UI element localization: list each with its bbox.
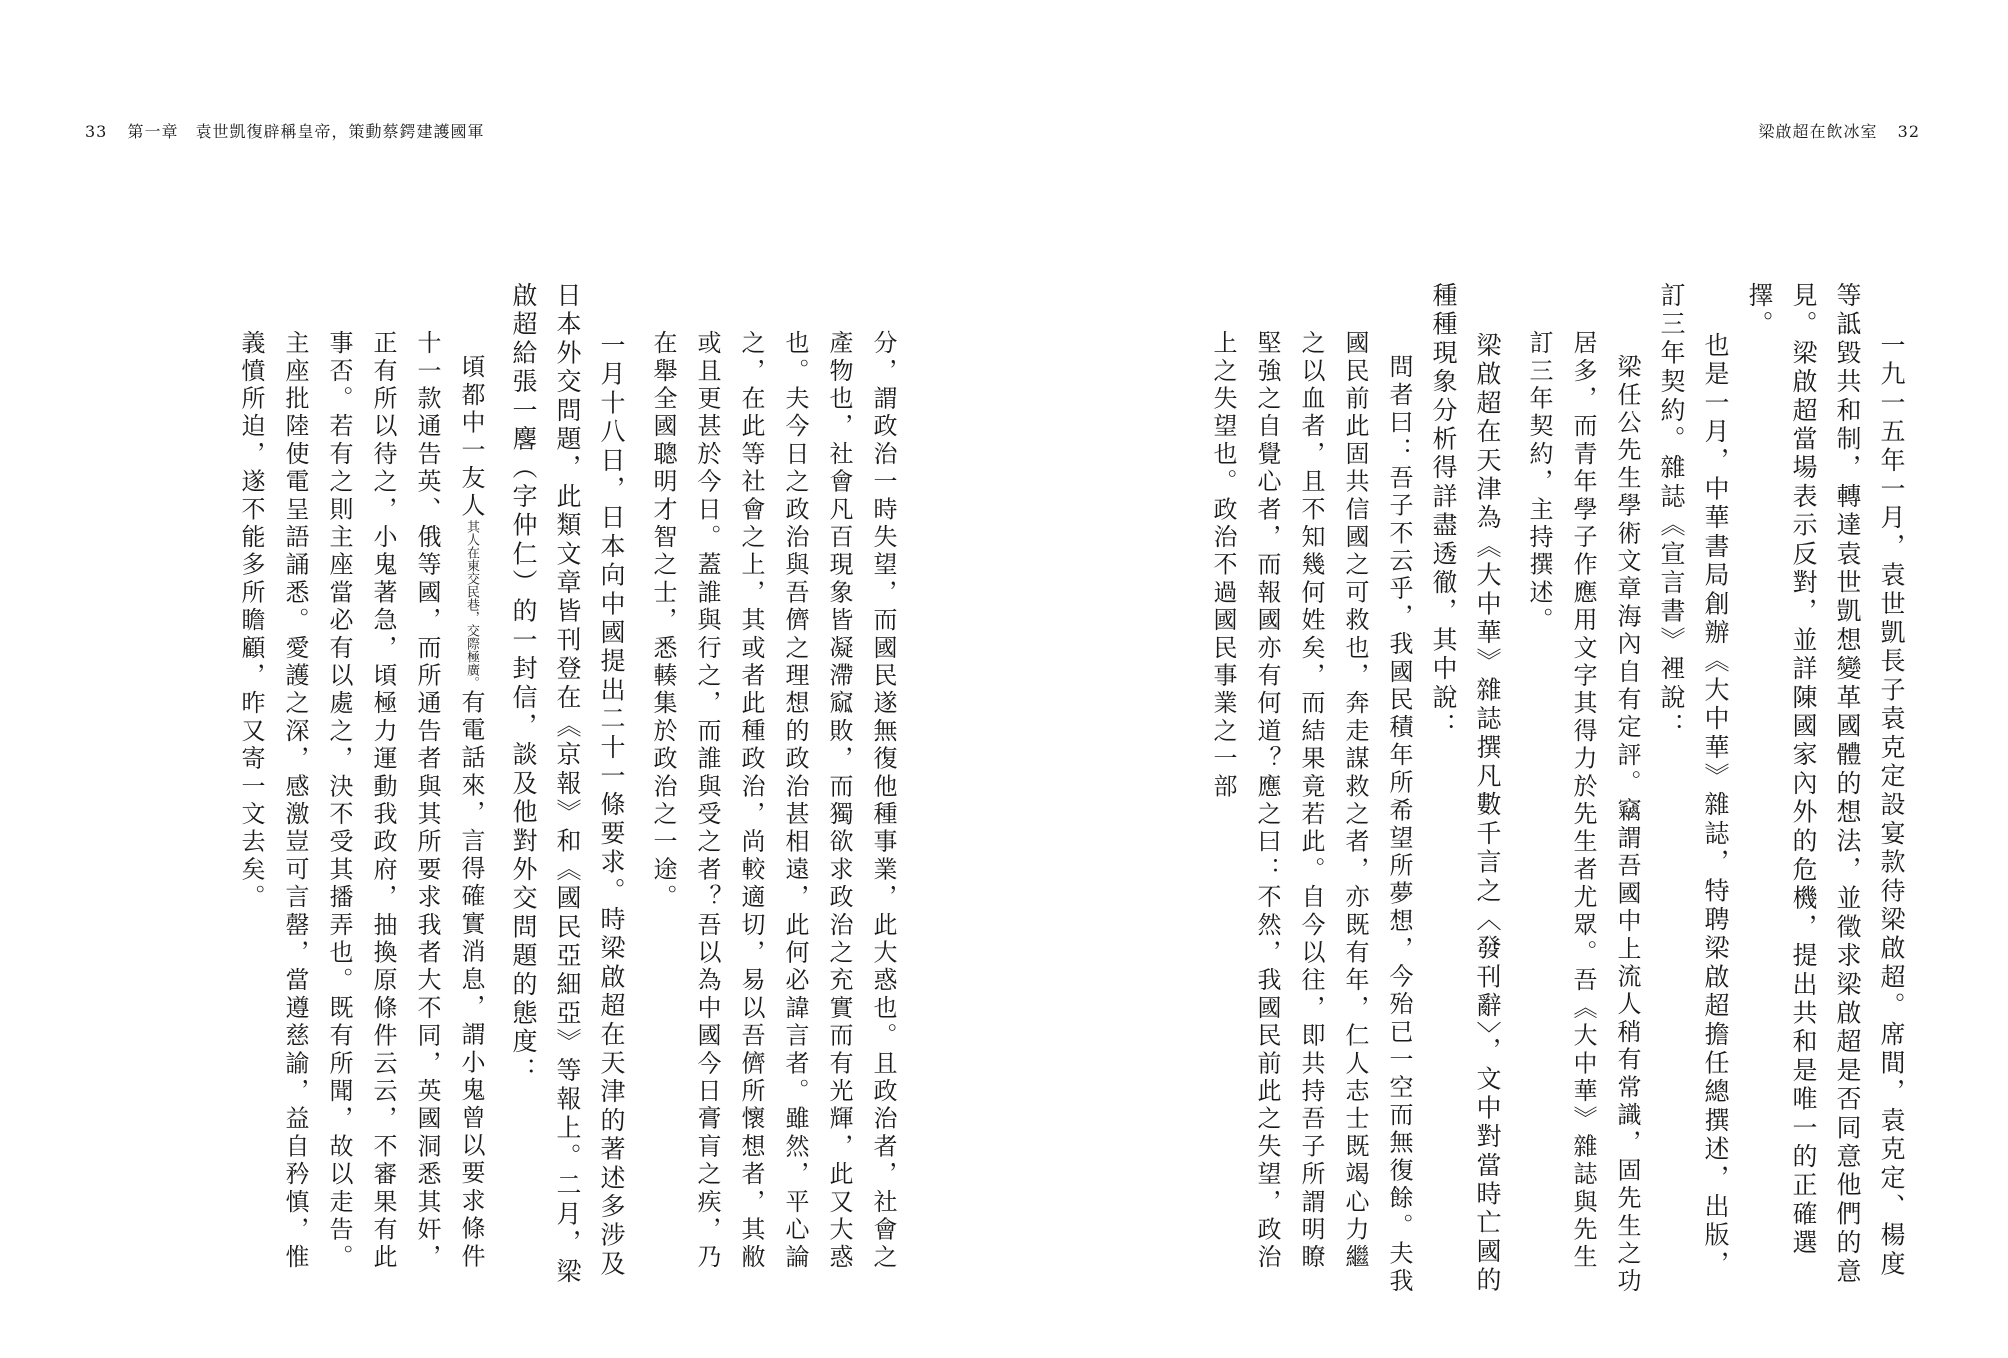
name-character: 麐 xyxy=(509,425,538,455)
right-running-header xyxy=(1759,119,1920,142)
left-running-header xyxy=(85,119,484,142)
left-page-body xyxy=(145,282,905,1297)
twenty-one-demands-text-end: （字仲仁）的一封信，談及他對外交問題的態度： xyxy=(509,454,538,1086)
right-page-number: 32 xyxy=(1897,122,1920,141)
paragraph-da-zhonghua: 也是一月，中華書局創辦《大中華》雜誌，特聘梁啟超擔任總撰述，出版，訂三年契約。雜誌《宣言書》裡說： xyxy=(1657,282,1730,1280)
quote-letter xyxy=(229,282,493,1297)
twenty-one-demands-text: 一月十八日，日本向中國提出二十一條要求。時梁啟超在天津的著述多涉及日本外交問題，此類文章皆刊登在《京報》和《國民亞細亞》等報上。二月，梁啟超給張一 xyxy=(509,282,626,1287)
quote-manifesto: 梁任公先生學術文章海內自有定評。竊謂吾國中上流人稍有常識，固先生之功居多，而青年學子作應用文字其得力於先生者尤眾。吾《大中華》雜誌與先生訂三年契約，主持撰述。 xyxy=(1525,330,1641,1296)
quote-inaugural-essay: 問者曰：吾子不云乎，我國民積年所希望所夢想，今殆已一空而無復餘。夫我國民前此固共信國之可救也，奔走謀救之者，亦既有年，仁人志士既竭心力繼之以血者，且不知幾何姓矣，而結果竟若此。自今以往，即共持吾子所謂明瞭堅強之自覺心者，而報國亦有何道？應之曰：不然，我國民前此之失望，政治上之失望也。政治不過國民事業之一部 xyxy=(1209,330,1413,1296)
paragraph-banquet: 一九一五年一月，袁世凱長子袁克定設宴款待梁啟超。席間，袁克定、楊度等詆毀共和制，轉達袁世凱想變革國體的想法，並徵求梁啟超是否同意他們的意見。梁啟超當場表示反對，並詳陳國家內外的危機，提出共和是唯一的正確選擇。 xyxy=(1745,282,1906,1287)
right-page-body xyxy=(1113,282,1913,1297)
quote-inaugural-essay-continued: 分，謂政治一時失望，而國民遂無復他種事業，此大惑也。且政治者，社會之產物也，社會凡百現象皆凝滯窳敗，而獨欲求政治之充實而有光輝，此又大惑也。夫今日之政治與吾儕之理想的政治甚相遠，此何必諱言者。雖然，平心論之，在此等社會之上，其或者此種政治，尚較適切，易以吾儕所懷想者，其敝或且更甚於今日。蓋誰與行之，而誰與受之者？吾以為中國今日膏肓之疾，乃在舉全國聰明才智之士，悉輳集於政治之一途。 xyxy=(649,330,897,1272)
left-page-number: 33 xyxy=(85,122,108,141)
letter-inline-note: 其人在東交民巷，交際極廣。 xyxy=(464,520,479,690)
right-book-title: 梁啟超在飲冰室 xyxy=(1758,122,1878,141)
paragraph-inaugural-essay: 梁啟超在天津為《大中華》雜誌撰凡數千言之〈發刊辭〉，文中對當時亡國的種種現象分析得詳盡透徹，其中說： xyxy=(1429,282,1502,1296)
paragraph-twenty-one-demands xyxy=(501,282,633,1297)
left-chapter-title: 第一章 袁世凱復辟稱皇帝，策動蔡鍔建護國軍 xyxy=(127,122,485,141)
letter-text-body: 有電話來，言得確實消息，謂小鬼曾以要求條件十一款通告英、俄等國，而所通告者與其所要求我者大不同，英國洞悉其奸，正有所以待之，小鬼著急，頃極力運動我政府，抽換原條件云云，不審果有此事否。若有之則主座當必有以處之，決不受其播弄也。既有所聞，故以走告。主座批陸使電呈語誦悉。愛護之深，感激豈可言罄，當遵慈諭，益自矜慎，惟義憤所迫，遂不能多所瞻顧，昨又寄一文去矣。 xyxy=(237,330,485,1272)
letter-text-start: 頃都中一友人 xyxy=(457,354,485,521)
